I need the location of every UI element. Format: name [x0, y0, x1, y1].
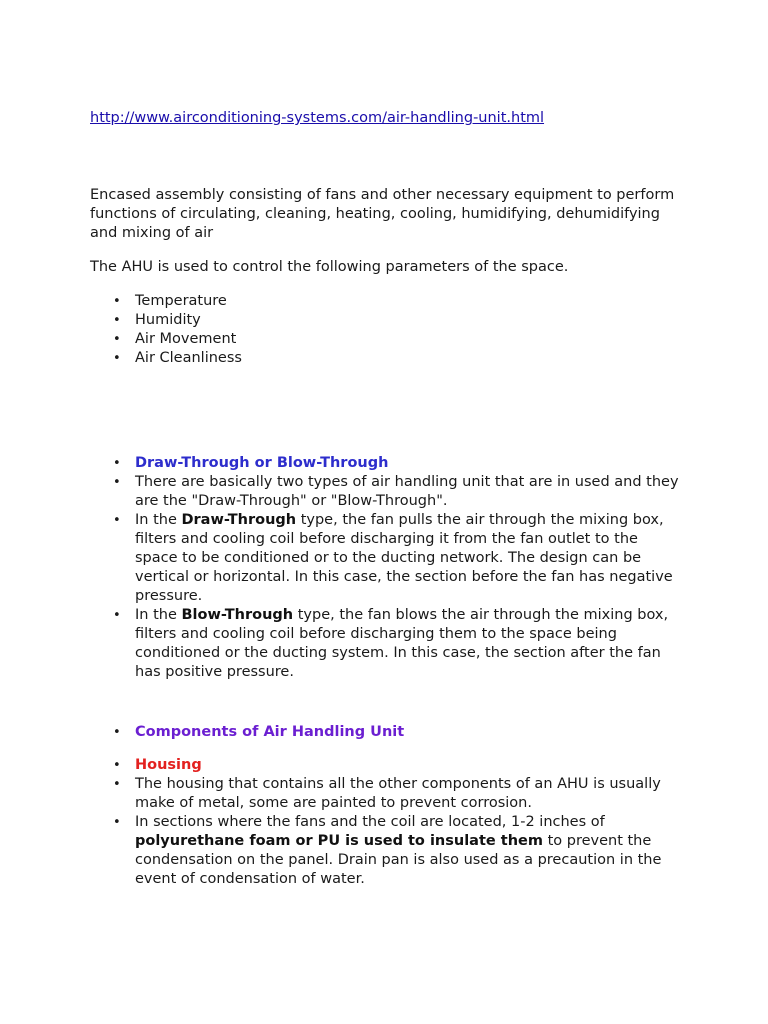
- ahu-types-list: [90, 454, 680, 682]
- components-list: [90, 723, 680, 742]
- insulation-prefix: In sections where the fans and the coil are located, 1-2 inches of: [135, 814, 605, 830]
- components-heading: Components of Air Handling Unit: [135, 724, 405, 740]
- housing-list: [90, 756, 680, 889]
- insulation-emphasis: polyurethane foam or PU is used to insulate them: [135, 833, 543, 849]
- blow-through-item: [135, 606, 680, 682]
- draw-through-item: [135, 511, 680, 606]
- list-item-air-cleanliness: • Air Cleanliness: [135, 349, 680, 368]
- types-overview-item: • There are basically two types of air handling unit that are in used and they are the "Draw-Through" or "Blow-Through".: [135, 473, 680, 511]
- draw-through-description: type, the fan pulls the air through the mixing box, filters and cooling coil before discharging it from the fan outlet to the space to be conditioned or to the ducting network. The design can be vertical or horizontal. In this case, the section before the fan has negative pressure.: [135, 512, 673, 604]
- housing-item-insulation: [135, 813, 680, 889]
- housing-heading-item: [135, 756, 680, 775]
- parameters-list: [90, 292, 680, 368]
- list-item-air-movement: • Air Movement: [135, 330, 680, 349]
- draw-through-term: Draw-Through: [181, 512, 297, 528]
- blow-through-description: type, the fan blows the air through the mixing box, filters and cooling coil before discharging them to the space being conditioned or the ducting system. In this case, the section after the fan has positive pressure.: [135, 607, 669, 680]
- types-heading: Draw-Through or Blow-Through: [135, 455, 389, 471]
- draw-through-prefix: In the: [135, 512, 182, 528]
- types-heading-item: [135, 454, 680, 473]
- source-link[interactable]: http://www.airconditioning-systems.com/air-handling-unit.html: [90, 110, 545, 126]
- components-heading-item: [135, 723, 680, 742]
- control-statement: The AHU is used to control the following parameters of the space.: [90, 259, 569, 275]
- list-item-temperature: • Temperature: [135, 292, 680, 311]
- document-page: [90, 109, 680, 889]
- housing-item-material: • The housing that contains all the other components of an AHU is usually make of metal, some are painted to prevent corrosion.: [135, 775, 680, 813]
- housing-heading: Housing: [135, 757, 202, 773]
- ahu-definition: Encased assembly consisting of fans and other necessary equipment to perform functions of circulating, cleaning, heating, cooling, humidifying, dehumidifying and mixing of air: [90, 187, 675, 241]
- insulation-description: to prevent the condensation on the panel. Drain pan is also used as a precaution in the event of condensation of water.: [135, 833, 662, 887]
- list-item-humidity: • Humidity: [135, 311, 680, 330]
- blow-through-prefix: In the: [135, 607, 182, 623]
- blow-through-term: Blow-Through: [181, 607, 294, 623]
- source-link-paragraph: [90, 109, 680, 128]
